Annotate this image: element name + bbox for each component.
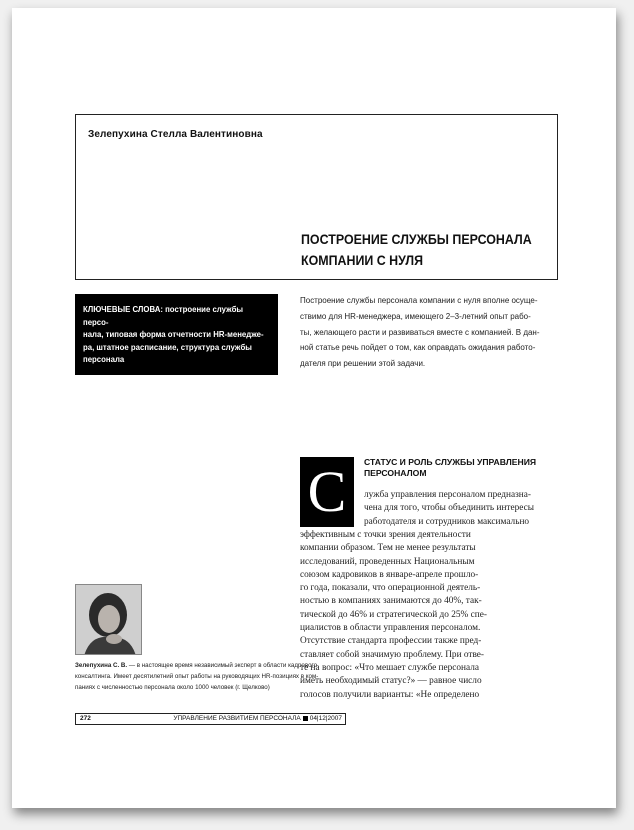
lead-paragraph: [300, 293, 562, 372]
body-line: голосов получили варианты: «Не определено: [300, 689, 480, 700]
caption-name: Зелепухина С. В.: [75, 662, 128, 669]
body-line: чена для того, чтобы объединить интересы: [364, 503, 534, 514]
body-line: ставляет собой значимую проблему. При отве-: [300, 649, 485, 660]
author-photo: [75, 584, 142, 655]
drop-cap: С: [300, 457, 354, 527]
document-page: [12, 8, 616, 808]
body-line: исследований, проведенных Национальным: [300, 556, 475, 567]
body-line: циалистов в области управления персоналом.: [300, 623, 481, 634]
section-heading-line: ПЕРСОНАЛОМ: [364, 468, 427, 478]
section-heading-line: СТАТУС И РОЛЬ СЛУЖБЫ УПРАВЛЕНИЯ: [364, 457, 537, 467]
keywords-line: ра, штатное расписание, структура службы: [83, 342, 252, 352]
lead-line: ной статье речь пойдет о том, как оправдать ожидания работо-: [300, 342, 536, 353]
lead-line: ствимо для HR-менеджера, имеющего 2–3-летний опыт рабо-: [300, 310, 531, 321]
page-footer: [75, 713, 346, 725]
author-photo-image: [76, 585, 142, 655]
title-line: КОМПАНИИ С НУЛЯ: [301, 253, 424, 268]
keywords-box: [75, 294, 278, 375]
body-line: те на вопрос: «Что мешает службе персонала: [300, 662, 479, 673]
square-bullet-icon: [303, 716, 308, 721]
body-line: иметь необходимый статус?» — равное число: [300, 676, 482, 687]
keywords-line: персонала: [83, 355, 125, 364]
body-line: компании образом. Тем не менее результаты: [300, 543, 476, 554]
body-line: лужба управления персоналом предназна-: [364, 490, 531, 500]
keywords-line: нала, типовая форма отчетности HR-менедже-: [83, 330, 264, 339]
body-line: работодателя и сотрудников максимально: [364, 516, 530, 527]
lead-line: Построение службы персонала компании с нуля вполне осуще-: [300, 295, 538, 305]
body-line: эффективным с точки зрения деятельности: [300, 530, 471, 540]
section-heading: [364, 457, 564, 479]
article-title: [301, 229, 540, 271]
body-line: ностью в компаниях занимаются до 40%, так-: [300, 596, 482, 607]
author-name: Зелепухина Стелла Валентиновна: [88, 129, 263, 140]
body-line: тической до 46% и стратегической до 25% спе-: [300, 609, 487, 620]
caption-line: — в настоящее время независимый эксперт в области кадрового: [127, 662, 318, 669]
body-line: Отсутствие стандарта профессии также пред-: [300, 636, 482, 647]
title-line: ПОСТРОЕНИЕ СЛУЖБЫ ПЕРСОНАЛА: [301, 232, 532, 247]
issue-number: 04|12|2007: [309, 715, 342, 722]
body-line: го года, показали, что операционной деятель-: [300, 583, 481, 594]
body-text-indented: [364, 489, 534, 529]
body-line: союзом кадровиков в январе-апреле прошло-: [300, 569, 479, 580]
magazine-name: УПРАВЛЕНИЕ РАЗВИТИЕМ ПЕРСОНАЛА: [173, 715, 301, 722]
author-caption: [75, 660, 347, 693]
header-box: [75, 114, 558, 280]
lead-line: ты, желающего расти и развиваться вместе с компанией. В дан-: [300, 326, 540, 337]
caption-line: консалтинга. Имеет десятилетний опыт работы на руководящих HR-позициях в ком-: [75, 673, 319, 680]
keywords-line: КЛЮЧЕВЫЕ СЛОВА: построение службы персо-: [83, 305, 244, 327]
page-number: 272: [80, 715, 91, 722]
lead-line: дателя при решении этой задачи.: [300, 358, 426, 369]
caption-line: паниях с численностью персонала около 1000 человек (г. Щелково): [75, 684, 270, 691]
